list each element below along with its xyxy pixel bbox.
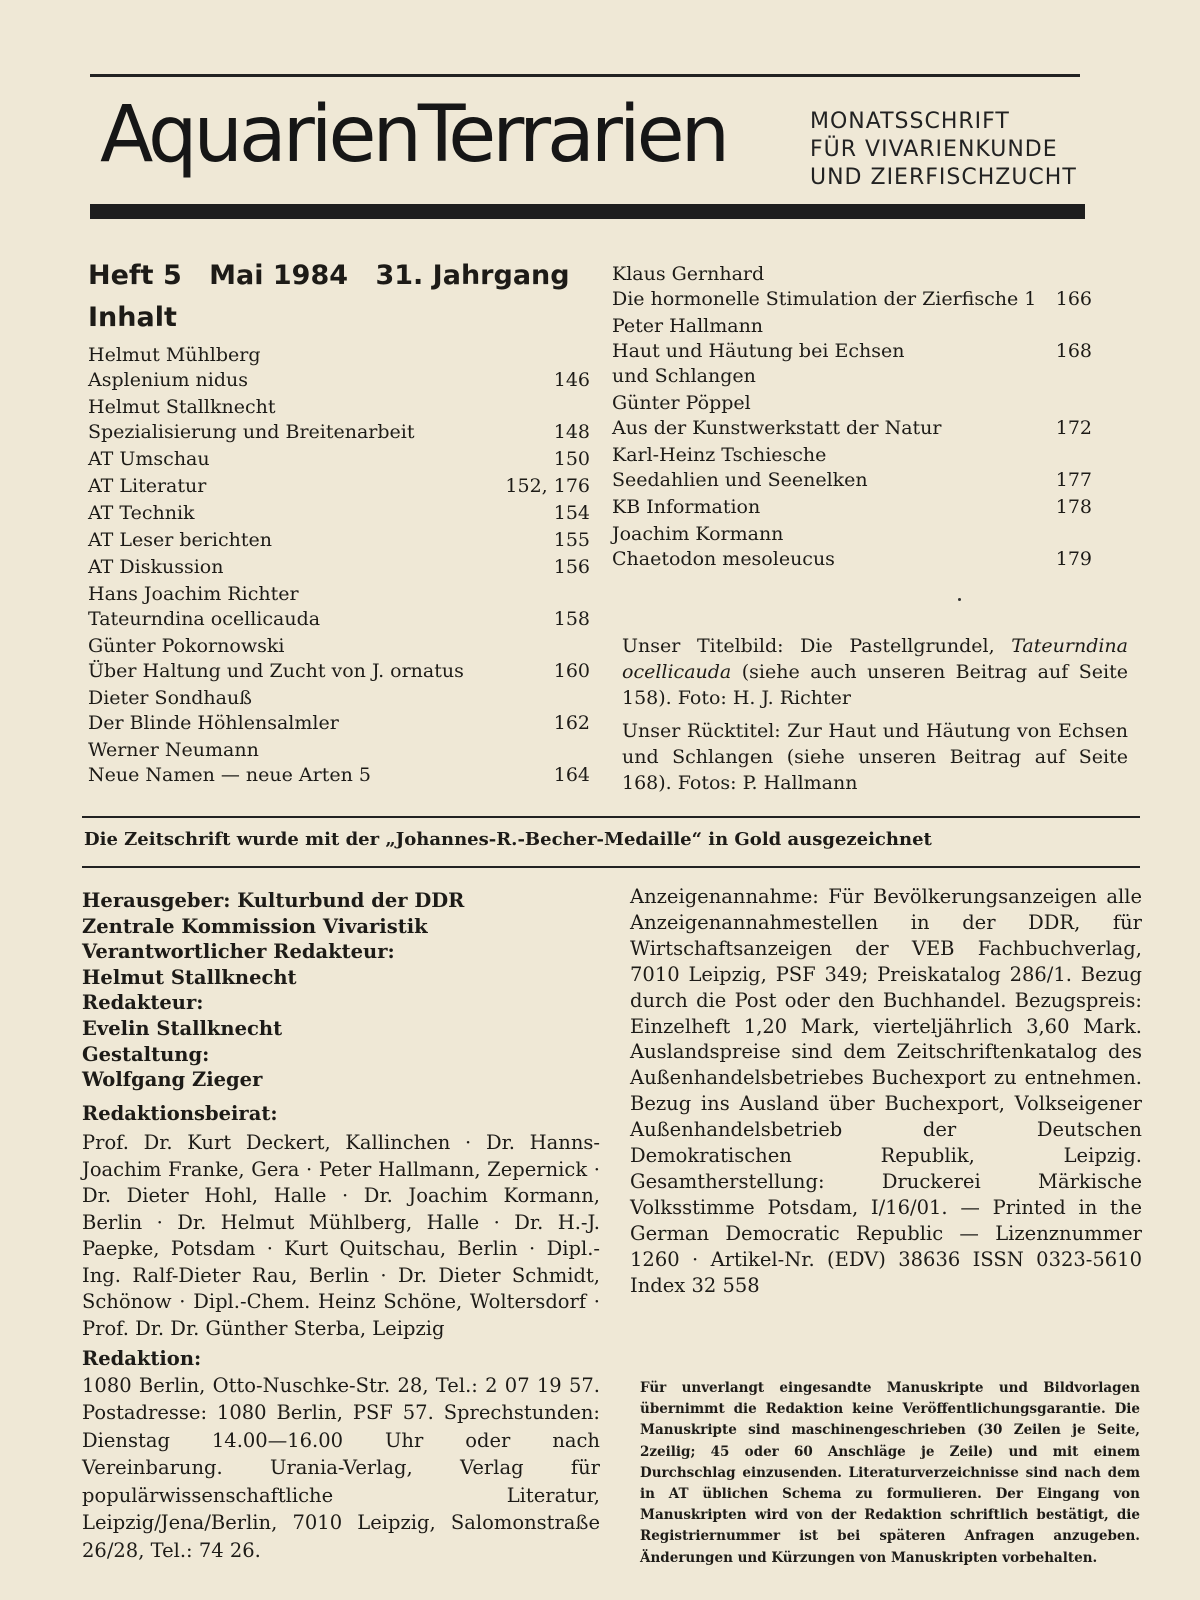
toc-title: Der Blinde Höhlensalmler xyxy=(88,712,339,734)
toc-entry xyxy=(88,501,590,526)
toc-page-number: 154 xyxy=(553,502,590,524)
redaktion-heading: Redaktion: xyxy=(82,1347,202,1371)
toc-title: Tateurndina ocellicauda xyxy=(88,608,321,630)
toc-page-number: 172 xyxy=(1055,417,1092,439)
toc-author: Werner Neumann xyxy=(88,739,259,761)
toc-title: Die hormonelle Stimulation der Zierfische 1 xyxy=(612,288,1037,310)
species-name: ocellicauda xyxy=(622,661,732,683)
toc-page-number: 150 xyxy=(553,448,590,470)
redaktion-address: 1080 Berlin, Otto-Nuschke-Str. 28, Tel.: 2 07 19 57. Postadresse: 1080 Berlin, PSF 57. Sprechstunden: Dienstag 14.00—16.00 Uhr oder nach Vereinbarung. Urania-Verlag, Verlag für populärwissenschaftliche Literatur, Leipzig/Jena/Berlin, 7010 Leipzig, Salomonstraße 26/28, Tel.: 74 26. xyxy=(82,1373,600,1562)
toc-title: AT Leser berichten xyxy=(88,529,272,551)
toc-author: Hans Joachim Richter xyxy=(88,583,299,605)
toc-entry xyxy=(88,474,590,499)
toc-page-number: 177 xyxy=(1055,469,1092,491)
print-speck xyxy=(958,598,961,601)
toc-page-number: 179 xyxy=(1055,548,1092,570)
board-heading: Redaktionsbeirat: xyxy=(82,1101,278,1125)
toc-entry xyxy=(612,443,1092,493)
caption-text: (siehe auch unseren Beitrag auf Seite 158). Foto: H. J. Richter xyxy=(622,661,1128,709)
toc-title: Über Haltung und Zucht von J. ornatus xyxy=(88,660,464,682)
toc-entry xyxy=(88,582,590,632)
magazine-title: AquarienTerrarien xyxy=(100,90,727,180)
toc-author: Joachim Kormann xyxy=(612,523,784,545)
toc-page-number: 164 xyxy=(553,764,590,786)
toc-title: Neue Namen — neue Arten 5 xyxy=(88,764,371,786)
back-cover-caption: Unser Rücktitel: Zur Haut und Häutung von Echsen und Schlangen (siehe unseren Beitrag auf Seite 168). Fotos: P. Hallmann xyxy=(622,720,1128,794)
subtitle-line: UND ZIERFISCHZUCHT xyxy=(810,165,1077,190)
toc-page-number: 158 xyxy=(553,608,590,630)
table-of-contents-right xyxy=(612,262,1092,574)
toc-author: Günter Pokornowski xyxy=(88,635,285,657)
subtitle-line: FÜR VIVARIENKUNDE xyxy=(810,137,1058,162)
toc-author: Helmut Stallknecht xyxy=(88,396,276,418)
toc-title: Chaetodon mesoleucus xyxy=(612,548,835,570)
toc-page-number: 146 xyxy=(553,369,590,391)
toc-entry xyxy=(612,262,1092,312)
toc-title: Seedahlien und Seenelken xyxy=(612,469,868,491)
masthead-bar xyxy=(90,204,1085,219)
staff-line: Gestaltung: xyxy=(82,1042,210,1066)
toc-page-number: 160 xyxy=(553,660,590,682)
magazine-subtitle xyxy=(810,108,1077,192)
staff-line: Helmut Stallknecht xyxy=(82,965,297,989)
toc-entry xyxy=(88,555,590,580)
toc-page-number: 166 xyxy=(1055,288,1092,310)
toc-page-number: 168 xyxy=(1055,340,1092,362)
divider-rule xyxy=(82,866,1140,868)
toc-entry xyxy=(88,343,590,393)
manuscript-notice: Für unverlangt eingesandte Manuskripte und Bildvorlagen übernimmt die Redaktion keine Veröffentlichungsgarantie. Die Manuskripte sind maschinengeschrieben (30 Zeilen je Seite, 2zeilig; 45 oder 60 Anschläge je Zeile) und mit einem Durchschlag einzusenden. Literaturverzeichnisse sind nach dem in AT üblichen Schema zu formulieren. Der Eingang von Manuskripten wird von der Redaktion schriftlich bestätigt, die Registriernummer ist bei späteren Anfragen anzugeben. Änderungen und Kürzungen von Manuskripten vorbehalten. xyxy=(640,1380,1140,1566)
toc-page-number: 178 xyxy=(1055,496,1092,518)
toc-title: AT Technik xyxy=(88,502,195,524)
top-rule xyxy=(90,74,1080,77)
toc-title: und Schlangen xyxy=(612,365,756,387)
toc-entry xyxy=(612,522,1092,572)
issue-info xyxy=(88,260,588,291)
staff-line: Evelin Stallknecht xyxy=(82,1016,283,1040)
toc-author: Helmut Mühlberg xyxy=(88,344,261,366)
toc-title: Asplenium nidus xyxy=(88,369,249,391)
species-name: Tateurndina xyxy=(1011,635,1128,657)
staff-line: Herausgeber: Kulturbund der DDR xyxy=(82,889,465,912)
issue-date: Mai 1984 xyxy=(209,260,349,291)
toc-entry xyxy=(612,391,1092,441)
toc-title: AT Literatur xyxy=(88,475,207,497)
toc-page-number: 156 xyxy=(553,556,590,578)
imprint-right-column: Anzeigenannahme: Für Bevölkerungsanzeigen alle Anzeigenannahmestellen in der DDR, für Wirtschaftsanzeigen der VEB Fachbuchverlag, 7010 Leipzig, PSF 349; Preiskatalog 286/1. Bezug durch die Post oder den Buchhandel. Bezugspreis: Einzelheft 1,20 Mark, vierteljährlich 3,60 Mark. Auslandspreise sind dem Zeitschriftenkatalog des Außenhandelsbetriebes Buchexport zu entnehmen. Bezug ins Ausland über Buchexport, Volkseigener Außenhandelsbetrieb der Deutschen Demokratischen Republik, Leipzig. Gesamtherstellung: Druckerei Märkische Volksstimme Potsdam, I/16/01. — Printed in the German Democratic Republic — Lizenznummer 1260 · Artikel-Nr. (EDV) 38636 ISSN 0323-5610 Index 32 558 xyxy=(630,885,1142,1297)
divider-rule xyxy=(82,816,1140,818)
issue-volume: 31. Jahrgang xyxy=(375,260,570,291)
toc-author: Peter Hallmann xyxy=(612,315,764,337)
toc-author: Karl-Heinz Tschiesche xyxy=(612,444,827,466)
toc-author: Günter Pöppel xyxy=(612,392,751,414)
toc-page-number: 162 xyxy=(553,712,590,734)
toc-title: Spezialisierung und Breitenarbeit xyxy=(88,421,415,443)
toc-page-number: 155 xyxy=(553,529,590,551)
caption-text: Unser Titelbild: Die Pastellgrundel, xyxy=(622,635,995,657)
toc-entry xyxy=(88,447,590,472)
toc-author: Dieter Sondhauß xyxy=(88,687,252,709)
toc-title: AT Diskussion xyxy=(88,556,224,578)
toc-entry xyxy=(612,495,1092,520)
toc-entry xyxy=(88,395,590,445)
toc-title: Aus der Kunstwerkstatt der Natur xyxy=(612,417,942,439)
imprint-left-column xyxy=(82,888,600,1564)
toc-entry xyxy=(88,686,590,736)
toc-entry xyxy=(612,314,1092,389)
toc-entry xyxy=(88,738,590,788)
subtitle-line: MONATSSCHRIFT xyxy=(810,109,1010,134)
toc-author: Klaus Gernhard xyxy=(612,263,765,285)
staff-line: Verantwortlicher Redakteur: xyxy=(82,940,395,964)
staff-line: Wolfgang Zieger xyxy=(82,1068,263,1092)
cover-caption xyxy=(622,633,1128,711)
staff-line: Zentrale Kommission Vivaristik xyxy=(82,914,428,938)
toc-page-number: 152, 176 xyxy=(505,475,590,497)
table-of-contents-left xyxy=(88,343,590,790)
toc-entry xyxy=(88,528,590,553)
award-notice: Die Zeitschrift wurde mit der „Johannes-R.-Becher-Medaille“ in Gold ausgezeichnet xyxy=(84,829,932,850)
issue-number: Heft 5 xyxy=(88,260,182,291)
toc-title: Haut und Häutung bei Echsen xyxy=(612,340,905,362)
toc-title: KB Information xyxy=(612,496,761,518)
toc-entry xyxy=(88,634,590,684)
staff-line: Redakteur: xyxy=(82,991,204,1015)
toc-title: AT Umschau xyxy=(88,448,210,470)
contents-heading: Inhalt xyxy=(88,302,177,333)
advisory-board-list: Prof. Dr. Kurt Deckert, Kallinchen · Dr. Hanns-Joachim Franke, Gera · Peter Hallmann, Zepernick · Dr. Dieter Hohl, Halle · Dr. Joachim Kormann, Berlin · Dr. Helmut Mühlberg, Halle · Dr. H.-J. Paepke, Potsdam · Kurt Quitschau, Berlin · Dipl.-Ing. Ralf-Dieter Rau, Berlin · Dr. Dieter Schmidt, Schönow · Dipl.-Chem. Heinz Schöne, Woltersdorf · Prof. Dr. Dr. Günther Sterba, Leipzig xyxy=(82,1131,600,1340)
toc-page-number: 148 xyxy=(553,421,590,443)
